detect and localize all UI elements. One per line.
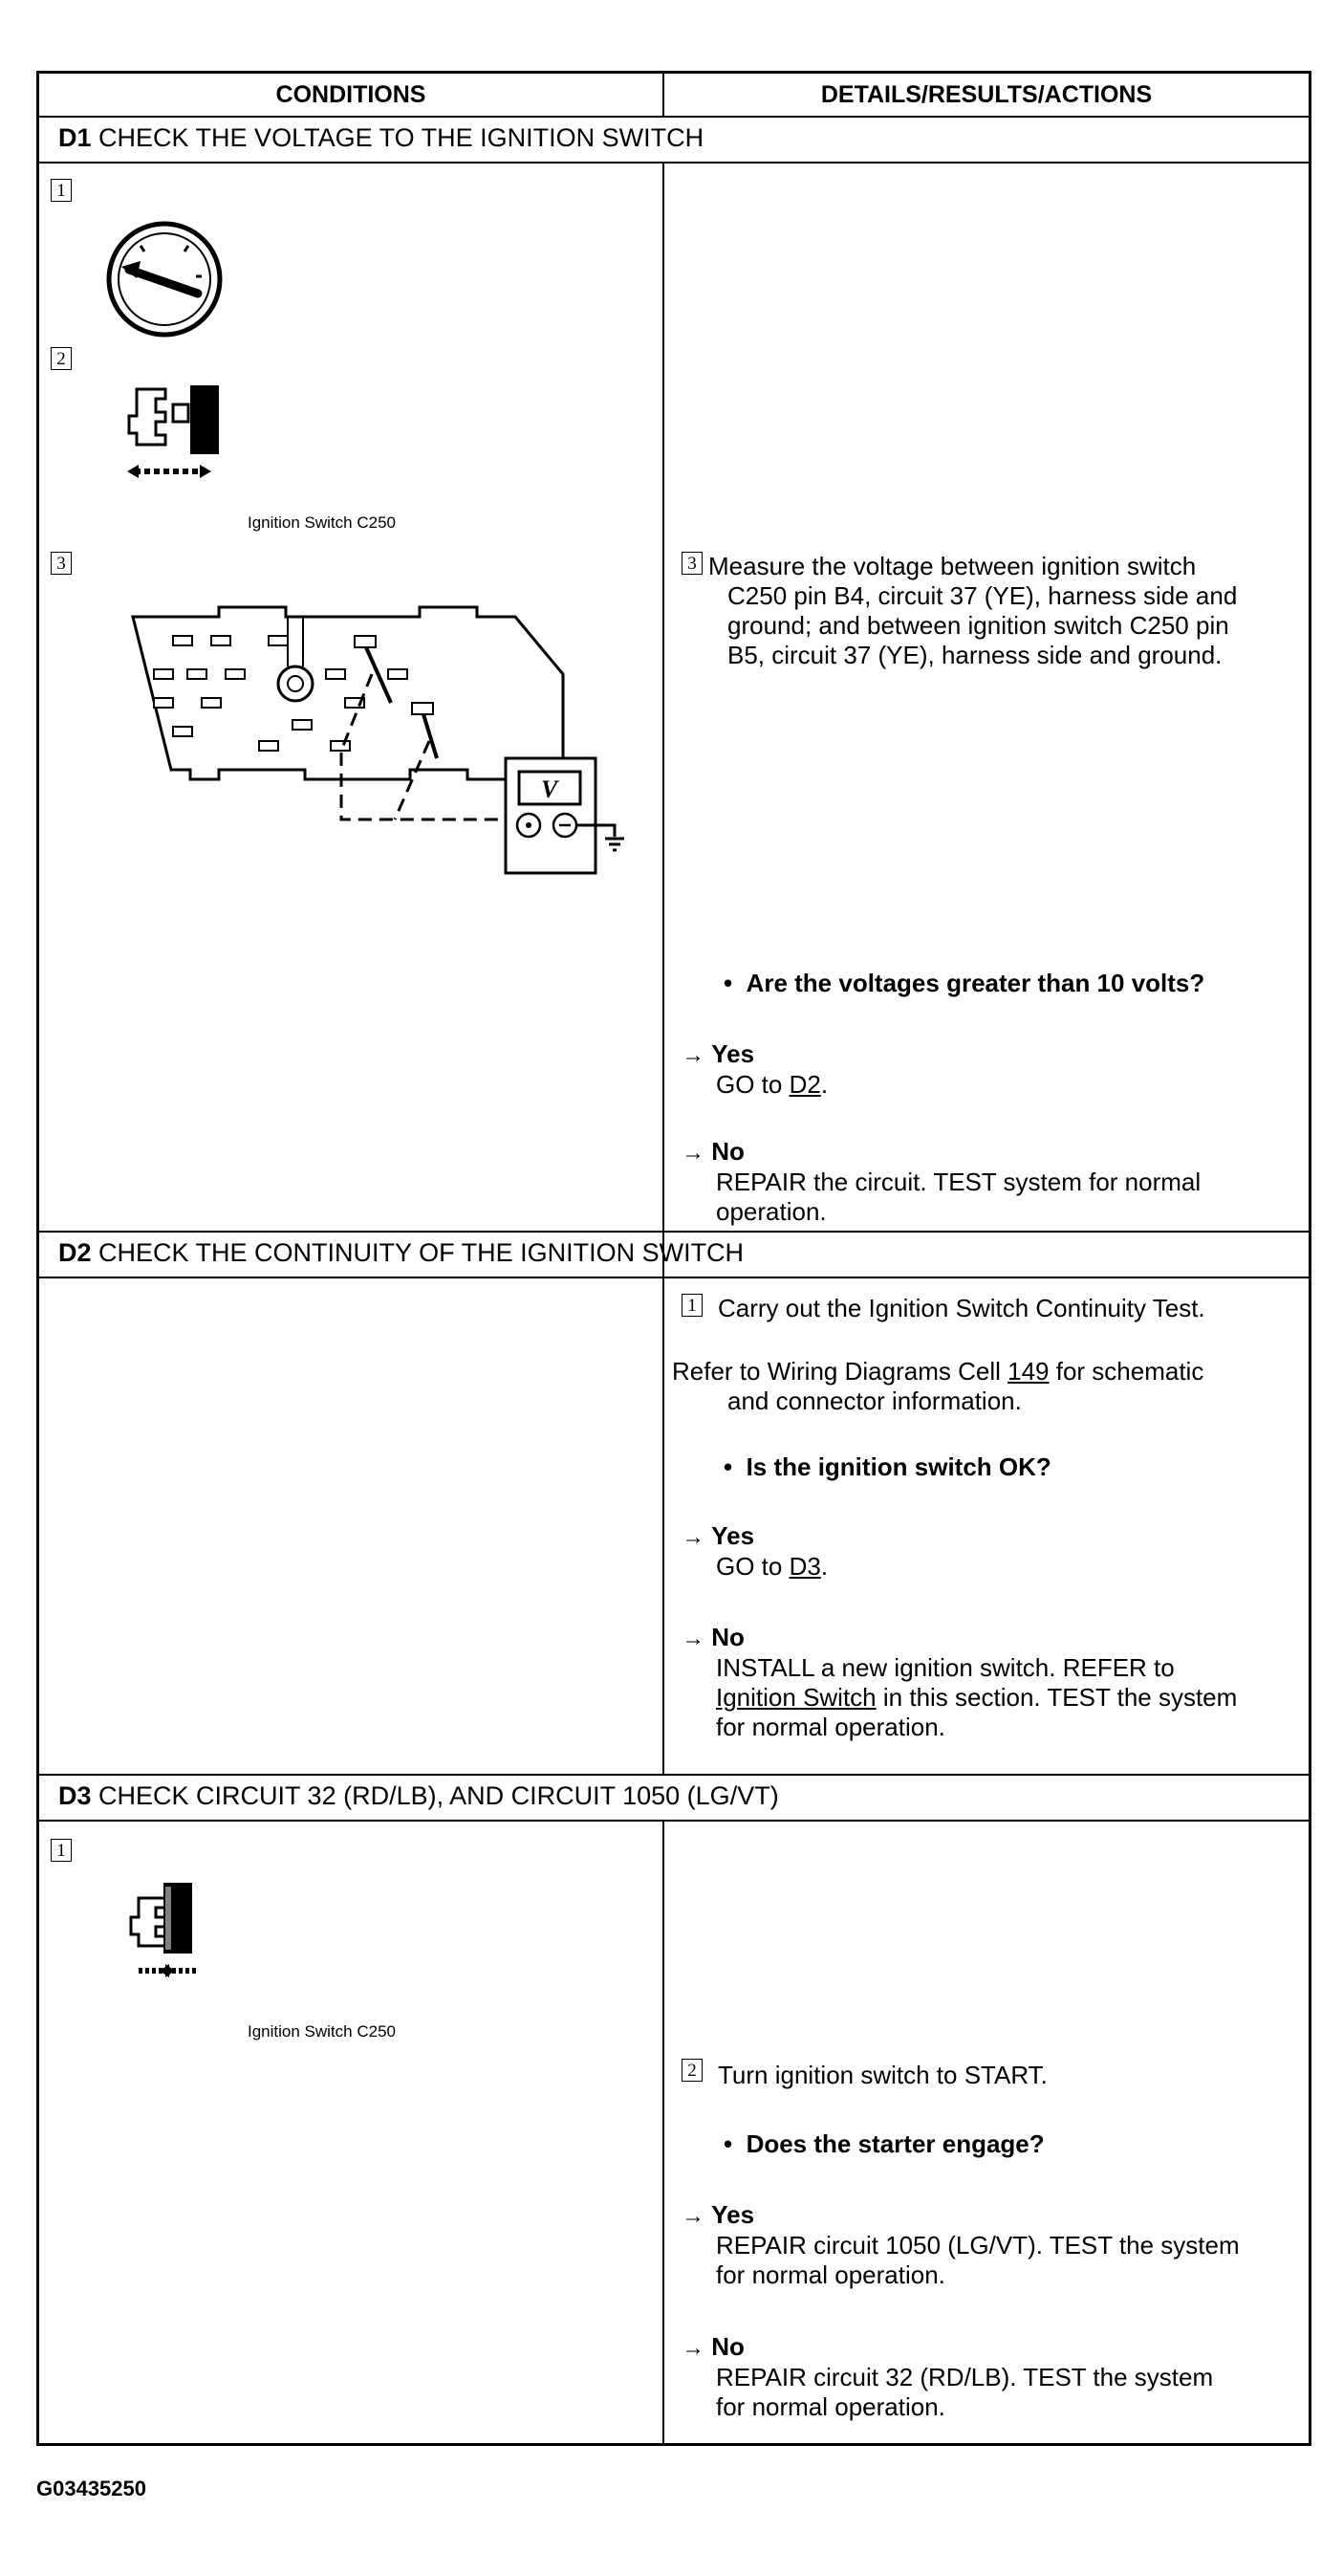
diagnostic-table [36, 71, 1311, 2446]
arrow-icon: → [682, 2203, 704, 2229]
bullet: • [724, 2129, 733, 2158]
d2-code: D2 [58, 1238, 92, 1267]
d1-no-block [682, 1137, 745, 1168]
d1-code: D1 [58, 123, 92, 152]
d3-no-label: No [711, 2332, 745, 2361]
bullet: • [724, 1452, 733, 1481]
d3-step1-box: 1 [51, 1839, 72, 1862]
arrow-icon: → [682, 1140, 704, 1166]
d3-no-line1: REPAIR circuit 32 (RD/LB). TEST the system [716, 2363, 1214, 2391]
divider [39, 1774, 1309, 1776]
d2-refer-line2: and connector information. [727, 1386, 1022, 1415]
connector-pinout-diagram [125, 598, 680, 923]
d3-connector-label: Ignition Switch C250 [248, 2022, 396, 2041]
d2-no-line1: INSTALL a new ignition switch. REFER to [716, 1653, 1175, 1682]
column-divider [662, 1820, 664, 2446]
connector-icon [98, 378, 251, 483]
d2-goto-d3-link[interactable]: D3 [789, 1552, 821, 1581]
d2-no-line2-suffix: in this section. TEST the system [882, 1683, 1238, 1712]
d3-no-block [682, 2332, 745, 2363]
arrow-icon: → [682, 1042, 704, 1068]
d1-question [724, 969, 1204, 998]
header-details: DETAILS/RESULTS/ACTIONS [820, 80, 1153, 108]
figure-code: G03435250 [36, 2477, 146, 2500]
d2-question-text: Is the ignition switch OK? [746, 1452, 1051, 1481]
divider [39, 1277, 1309, 1278]
d3-yes-label: Yes [711, 2200, 755, 2229]
divider [39, 162, 1309, 164]
meter-label: V [541, 775, 558, 803]
d1-yes-block [682, 1039, 754, 1070]
d1-step3-line4: B5, circuit 37 (YE), harness side and ground. [727, 641, 1223, 669]
d3-no-line2: for normal operation. [716, 2392, 945, 2421]
d2-title [58, 1238, 744, 1268]
d1-step1-box: 1 [51, 179, 72, 202]
d3-code: D3 [58, 1781, 92, 1810]
d1-no-line2: operation. [716, 1197, 827, 1226]
d3-title-text: CHECK CIRCUIT 32 (RD/LB), AND CIRCUIT 1050 (LG/VT) [98, 1781, 779, 1810]
d3-yes-block [682, 2200, 754, 2231]
d3-step2-box: 2 [682, 2059, 703, 2082]
d3-yes-line1: REPAIR circuit 1050 (LG/VT). TEST the system [716, 2231, 1240, 2259]
d1-goto-d2-link[interactable]: D2 [789, 1070, 821, 1099]
d2-no-label: No [711, 1623, 745, 1651]
divider [39, 116, 1309, 118]
d2-yes-label: Yes [711, 1521, 755, 1550]
d1-step3-line3: ground; and between ignition switch C250 pin [727, 611, 1229, 640]
d1-question-text: Are the voltages greater than 10 volts? [746, 969, 1205, 997]
ignition-switch-link[interactable]: Ignition Switch [716, 1683, 877, 1712]
d1-step2-box: 2 [51, 347, 72, 370]
d3-title [58, 1781, 779, 1811]
arrow-icon: → [682, 1524, 704, 1550]
d2-step1-box: 1 [682, 1294, 703, 1317]
d2-yes-action [716, 1552, 828, 1582]
d2-step1-text: Carry out the Ignition Switch Continuity Test. [718, 1294, 1205, 1322]
column-divider [662, 1277, 664, 1774]
divider [39, 1231, 1309, 1233]
d1-step3-line2: C250 pin B4, circuit 37 (YE), harness side and [727, 581, 1238, 610]
divider [39, 1820, 1309, 1822]
d3-step2-text: Turn ignition switch to START. [718, 2061, 1048, 2089]
d1-title-text: CHECK THE VOLTAGE TO THE IGNITION SWITCH [98, 123, 704, 152]
d2-refer-prefix: Refer to Wiring Diagrams Cell [672, 1357, 1001, 1386]
arrow-icon: → [682, 1626, 704, 1651]
d1-yes-label: Yes [711, 1039, 755, 1068]
d1-yes-action [716, 1070, 828, 1100]
header-conditions: CONDITIONS [275, 80, 426, 108]
d2-refer-line1 [672, 1357, 1203, 1386]
d2-no-line2 [716, 1683, 1237, 1713]
d1-step3-box: 3 [51, 552, 72, 575]
d1-no-line1: REPAIR the circuit. TEST system for normal [716, 1168, 1202, 1196]
d3-question-text: Does the starter engage? [746, 2129, 1045, 2158]
d3-yes-line2: for normal operation. [716, 2260, 945, 2289]
d1-no-label: No [711, 1137, 745, 1166]
d3-question [724, 2129, 1045, 2159]
d2-question [724, 1452, 1051, 1482]
d2-no-block [682, 1623, 745, 1653]
arrow-icon: → [682, 2335, 704, 2361]
connector-icon [110, 1879, 234, 1984]
d1-step3-line1: Measure the voltage between ignition switch [708, 552, 1197, 580]
d2-yes-block [682, 1521, 754, 1552]
bullet: • [724, 969, 733, 997]
d1-connector-label: Ignition Switch C250 [248, 513, 396, 532]
d2-title-text: CHECK THE CONTINUITY OF THE IGNITION SWITCH [98, 1238, 745, 1267]
d1-yes-prefix: GO to [716, 1070, 783, 1099]
ignition-key-icon [102, 217, 227, 341]
d2-no-line3: for normal operation. [716, 1713, 945, 1741]
d1-yes-suffix: . [820, 1070, 829, 1099]
wiring-diagram-link[interactable]: 149 [1007, 1357, 1050, 1386]
d1-title [58, 123, 704, 153]
d2-yes-suffix: . [820, 1552, 829, 1581]
d2-refer-suffix: for schematic [1055, 1357, 1204, 1386]
d2-yes-prefix: GO to [716, 1552, 783, 1581]
d1-step3-box-right: 3 [682, 552, 703, 575]
